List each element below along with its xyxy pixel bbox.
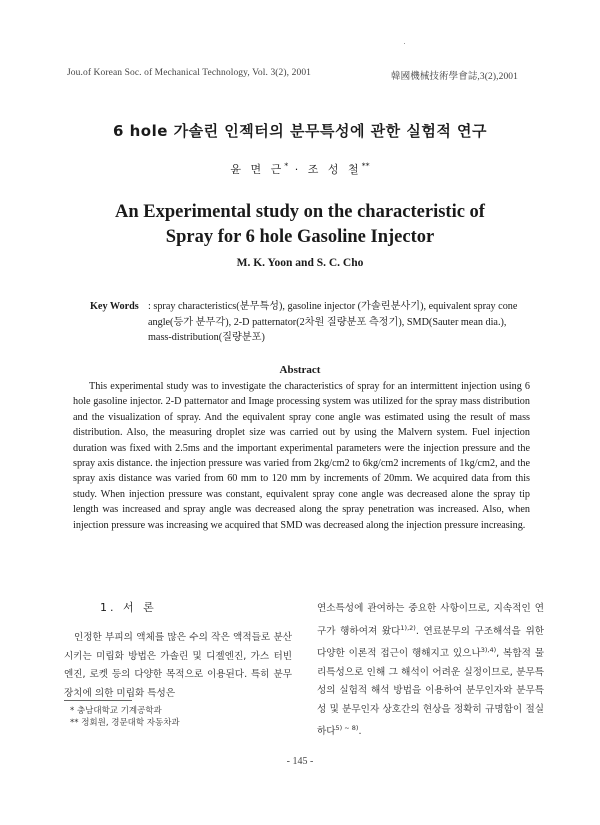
- intro-right-column: [317, 600, 544, 742]
- footnote-1: * 충남대학교 기계공학과: [70, 706, 162, 716]
- abstract-body: This experimental study was to investigate the characteristics of spray for an intermittent injection using 6 hole gasoline injector. 2-D patternator and Image processing system was utilized for the spray mass distribution and the visualization of spray. And the equivalent spray cone angle was estimated using the result of mass distribution. Also, the measuring droplet size was carried out by using the Malvern system. Fuel injection duration was fixed with 2.5ms and the important experimental parameters were the injection pressure and the spray axis distance. the injection pressure was varied from 2kg/cm2 to 6kg/cm2 increments of 1kg/cm2, and the spray axis distance was varied from 60 mm to 120 mm by increments of 20mm. We acquired data from this study. When injection pressure was constant, equivalent spray cone angle was decreased alone the spray tip length was increased and spray angle was decreased along the spray penetration was increased. Also, when injection pressure was increasing we acquired that SMD was decreased along the injection pressure increasing.: [73, 381, 530, 531]
- authors-english: M. K. Yoon and S. C. Cho: [236, 257, 364, 269]
- title-english: [0, 200, 600, 250]
- author-2-ko: 조 성 철: [307, 163, 362, 176]
- author-1-ko: 윤 면 근: [230, 163, 285, 176]
- page-number: - 145 -: [286, 756, 314, 767]
- footnote-2: ** 정회원, 경문대학 자동차과: [70, 718, 180, 728]
- title-english-line-2: Spray for 6 hole Gasoline Injector: [165, 227, 435, 247]
- keywords-label: Key Words: [90, 301, 139, 312]
- title-korean: 6 hole 가솔린 인젝터의 분무특성에 관한 실험적 연구: [112, 122, 488, 140]
- author-2-mark: **: [361, 161, 370, 171]
- scan-speck: [404, 43, 405, 44]
- intro-right-text-3: , 복합적 물리특성으로 인해 그 해석이 어려운 실정이므로, 분무특성의 실험적 해석 방법을 이용하여 분무인자와 분무특성 및 분무인자 상호간의 현상을 정확히 규명함이 절실하다: [317, 648, 544, 738]
- intro-right-text-4: .: [358, 726, 362, 738]
- author-1-mark: *: [284, 161, 289, 171]
- intro-right-text-1: 연소특성에 관여하는 중요한 사항이므로, 지속적인 연구가 행하여져 왔다: [317, 603, 544, 637]
- journal-header-en: Jou.of Korean Soc. of Mechanical Technology, Vol. 3(2), 2001: [67, 68, 312, 78]
- journal-header-ko: 韓國機械技術學會誌,3(2),2001: [391, 72, 518, 82]
- footnote-rule: [64, 700, 132, 701]
- author-separator: ·: [288, 163, 308, 176]
- intro-left-column: 인정한 부피의 액체를 많은 수의 작은 액적들로 분산시키는 미립화 방법은 가솔린 및 디젤엔진, 가스 터빈 엔진, 로켓 등의 다양한 목적으로 이용된다. 특히 분무장치에 의한 미립화 특성은: [64, 632, 292, 699]
- citation-ref-3: 5) ~ 8): [335, 724, 359, 733]
- keywords-block: [90, 299, 530, 346]
- authors-korean: [0, 161, 600, 177]
- keywords-text: : spray characteristics(분무특성), gasoline injector (가솔린분사기), equivalent spray cone angle(등가 분무각), 2-D patternator(2차원 질량분포 측정기), SMD(Sauter mean dia.), mass-distribution(질량분포): [148, 301, 518, 343]
- abstract-heading: Abstract: [279, 364, 321, 376]
- title-english-line-1: An Experimental study on the characteristic of: [115, 202, 485, 222]
- intro-right-text-2: . 연료분무의 구조해석을 위한 다양한 이론적 접근이 행해지고 있으나: [317, 625, 544, 660]
- citation-ref-1: 1),2): [400, 623, 416, 632]
- citation-ref-2: 3),4): [480, 646, 497, 655]
- section-1-heading: 1. 서 론: [100, 601, 157, 614]
